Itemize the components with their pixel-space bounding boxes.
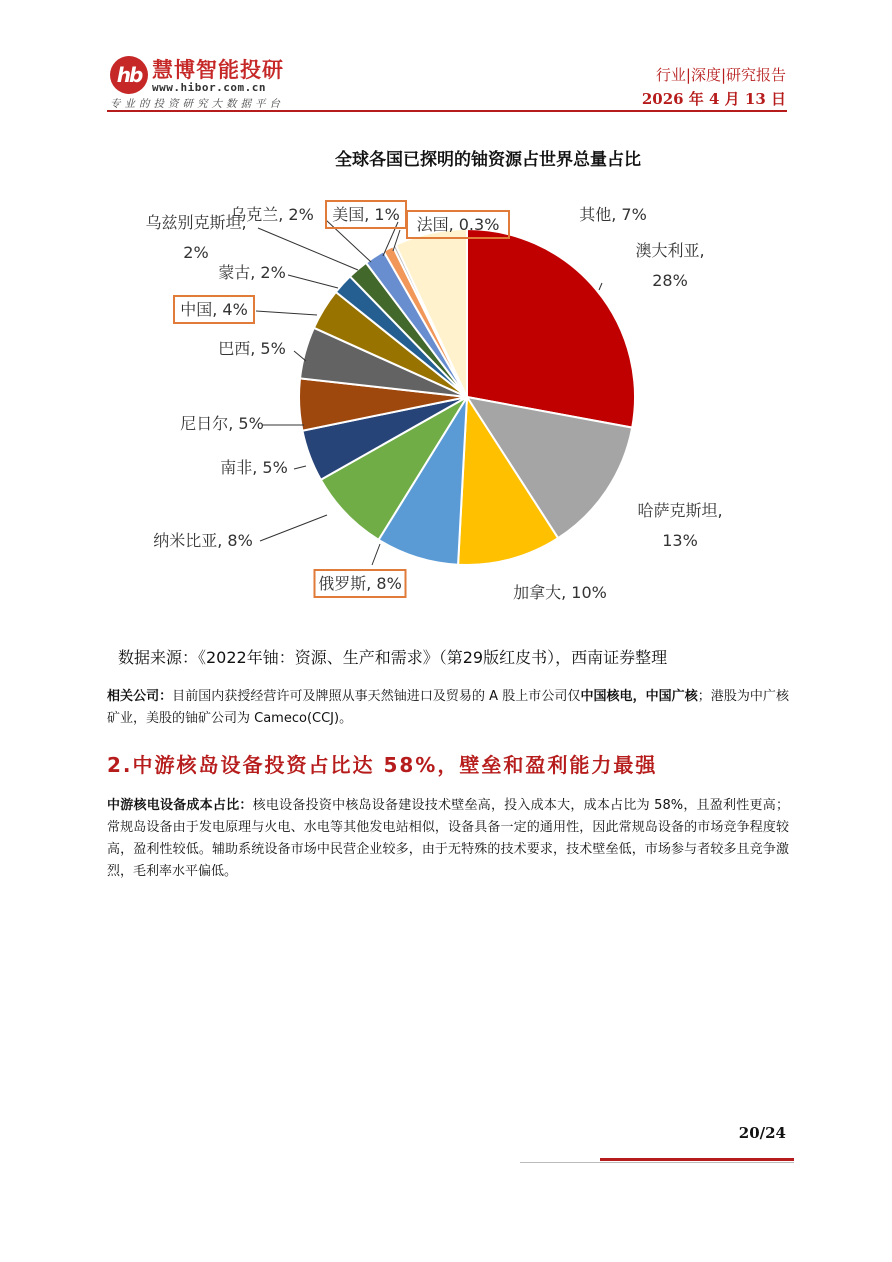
slice-label-8: 巴西, 5% [218,339,286,358]
slice-label-6: 南非, 5% [220,458,288,477]
leader-line-12 [326,220,371,262]
header-divider [107,110,787,112]
leader-line-10 [288,275,338,288]
slice-label-2: 哈萨克斯坦, 13% [637,501,723,550]
chart-title: 全球各国已探明的铀资源占世界总量占比 [335,150,641,170]
leader-line-6 [294,466,306,469]
slice-label-10: 蒙古, 2% [218,263,286,282]
slice-label-1: 澳大利亚, 28% [635,241,705,290]
leader-line-4 [372,544,380,565]
brand-url: www.hibor.com.cn [152,81,266,94]
pie-slices [299,229,635,565]
slice-label-15: 其他, 7% [579,205,647,224]
cost-share-paragraph [107,795,789,883]
footer-divider [520,1162,794,1163]
related-bold-companies: 中国核电，中国广核 [580,689,698,704]
leader-line-5 [260,515,327,541]
pie-slice-1 [467,229,635,428]
slice-label-5: 纳米比亚, 8% [153,531,253,550]
slice-label-7: 尼日尔, 5% [180,414,264,433]
related-text-2: ；港股为中广核矿业，美股的铀矿公司为 Cameco(CCJ)。 [107,689,789,726]
slice-label-11: 乌兹别克斯坦, 2% [145,213,247,262]
related-companies-paragraph [107,686,789,730]
section-heading: 2.中游核岛设备投资占比达 58%，壁垒和盈利能力最强 [107,753,658,777]
slice-label-9: 中国, 4% [180,300,248,319]
cost-label: 中游核电设备成本占比： [107,798,253,813]
related-text-1: 目前国内获授经营许可及牌照从事天然铀进口及贸易的 A 股上市公司仅 [172,689,581,704]
leader-line-1 [599,283,602,290]
slice-label-13: 美国, 1% [332,205,400,224]
report-date: 2026 年 4 月 13 日 [641,90,786,108]
brand-name: 慧博智能投研 [152,58,284,82]
footer-accent-bar [600,1158,794,1161]
report-type: 行业|深度|研究报告 [655,66,786,84]
slice-label-14: 法国, 0.3% [416,215,500,234]
related-label: 相关公司： [107,689,173,704]
brand-tagline: 专业的投资研究大数据平台 [110,98,284,110]
cost-text: 核电设备投资中核岛设备建设技术壁垒高，投入成本大，成本占比为 58%，且盈利性更高；常规岛设备由于发电原理与火电、水电等其他发电站相似，设备具备一定的通用性，因此常规岛设备的市场竞争程度较高，盈利性较低。辅助系统设备市场中民营企业较多，由于无特殊的技术要求，技术壁垒低，市场参与者较多且竞争激烈，毛利率水平偏低。 [107,798,789,879]
chart-source: 数据来源：《2022年铀：资源、生产和需求》（第29版红皮书），西南证券整理 [118,648,668,667]
leader-line-9 [256,311,317,315]
slice-label-12: 乌克兰, 2% [230,205,314,224]
brand-logo-icon: hb [110,56,148,94]
slice-label-3: 加拿大, 10% [513,583,607,602]
uranium-share-pie-chart [110,138,790,628]
page-number: 20/24 [738,1124,786,1142]
slice-label-4: 俄罗斯, 8% [318,574,402,593]
